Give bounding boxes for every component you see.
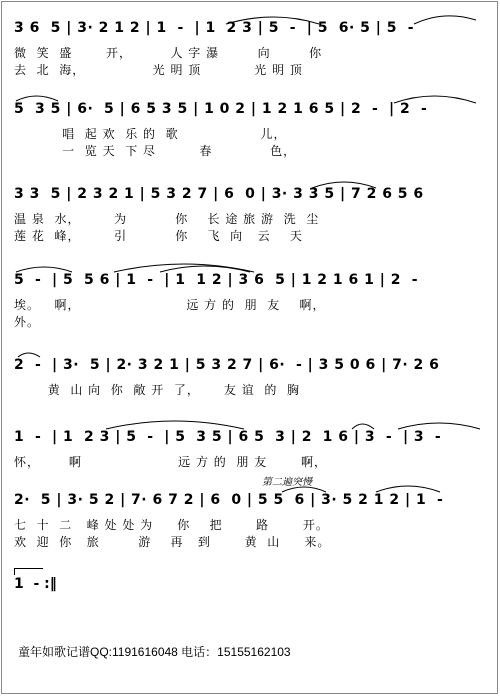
lyric-verse-2: 外。: [14, 315, 41, 329]
notation: 3 3 5 | 2 3 2 1 | 5 3 2 7 | 6 0 | 3· 3 3 5 | 7 2 6 5 6: [14, 186, 424, 202]
lyric-verse-1: 唱 起 欢 乐 的 歌 儿，: [14, 127, 287, 141]
tempo-hint: 第二遍突慢: [262, 477, 312, 488]
ending-measure: 1 - :‖: [14, 576, 57, 592]
lyric-verse-1: 怀， 啊 远 方 的 朋 友 啊，: [14, 455, 327, 469]
notation: 2· 5 | 3· 5 2 | 7· 6 7 2 | 6 0 | 5 5 6 | 3· 5 2 1 2 | 1 -: [14, 492, 444, 508]
lyric-verse-1: 黄 山 向 你 敞 开 了， 友 谊 的 胸: [14, 383, 300, 397]
lyric-verse-1: 微 笑 盛 开， 人 字 瀑 向 你: [14, 46, 323, 60]
notation: 5 - | 5 5 6 | 1 - | 1 1 2 | 3 6 5 | 1 2 1 6 1 | 2 -: [14, 272, 419, 288]
notation: 5 3 5 | 6· 5 | 6 5 3 5 | 1 0 2 | 1 2 1 6 5 | 2 - | 2 -: [14, 101, 428, 117]
notation: 3 6 5 | 3· 2 1 2 | 1 - | 1 2 3 | 5 - | 5 6· 5 | 5 -: [14, 20, 415, 36]
lyric-verse-2: 欢 迎 你 旅 游 再 到 黄 山 来。: [14, 535, 331, 549]
notation: 1 - | 1 2 3 | 5 - | 5 3 5 | 6 5 3 | 2 1 6 | 3 - | 3 -: [14, 429, 442, 445]
lyric-verse-2: 去 北 海， 光 明 顶 光 明 顶: [14, 63, 303, 77]
lyric-verse-2: 莲 花 峰， 引 你 飞 向 云 天: [14, 229, 303, 243]
footer-credit: 童年如歌记谱QQ:1191616048 电话：15155162103: [18, 645, 291, 659]
notation: 2 - | 3· 5 | 2· 3 2 1 | 5 3 2 7 | 6· - | 3 5 0 6 | 7· 2 6: [14, 357, 440, 373]
lyric-verse-1: 七 十 二 峰 处 处 为 你 把 路 开。: [14, 518, 329, 532]
lyric-verse-1: 温 泉 水， 为 你 长 途 旅 游 洗 尘: [14, 212, 320, 226]
lyric-verse-1: 埃。 啊， 远 方 的 朋 友 啊，: [14, 298, 326, 312]
lyric-verse-2: 一 览 天 下 尽 春 色，: [14, 144, 297, 158]
volta-bracket: [14, 568, 43, 575]
